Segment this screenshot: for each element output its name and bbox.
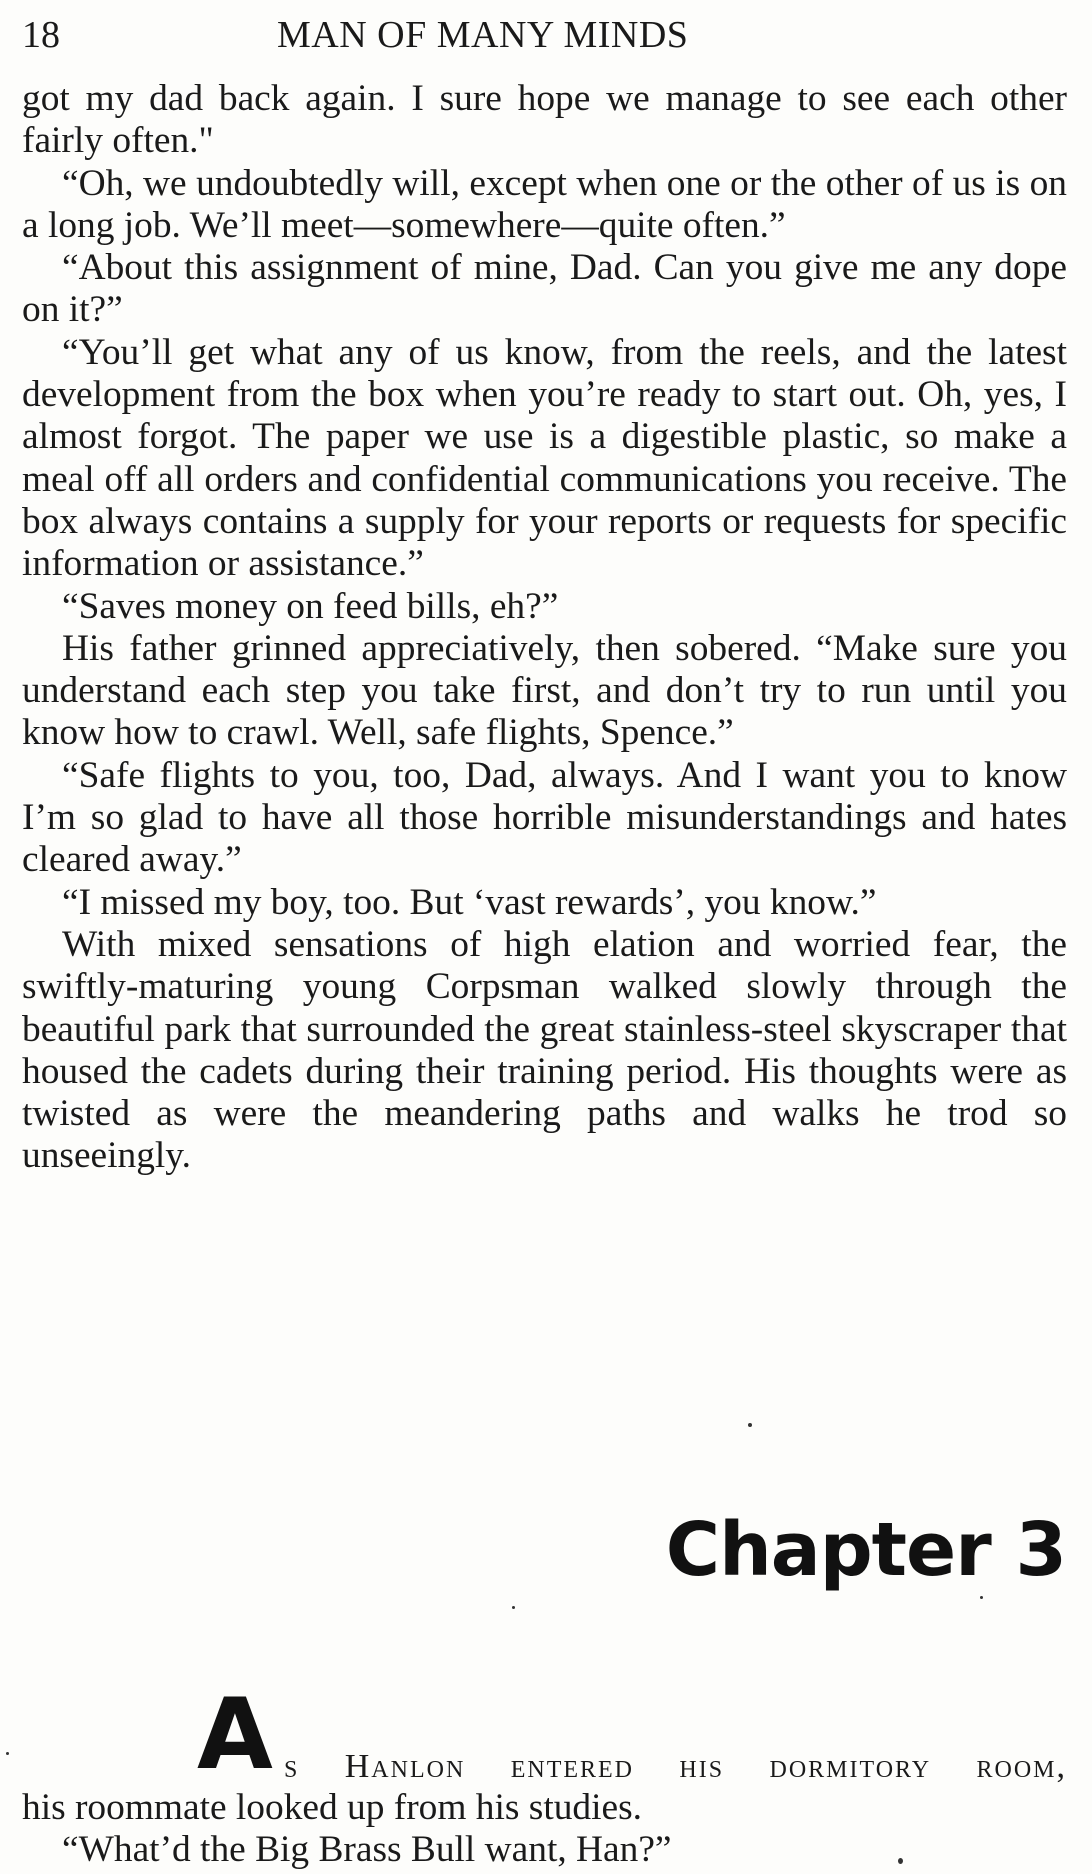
paragraph: “What’d the Big Brass Bull want, Han?”	[62, 1829, 672, 1870]
page-number: 18	[22, 14, 60, 56]
paragraph: “Oh, we undoubtedly will, except when one or the other of us is on a long job. We’ll meet—somewhere—quite often.”	[22, 162, 1067, 246]
chapter-heading: Chapter 3	[665, 1507, 1066, 1593]
paragraph: His father grinned appreciatively, then sobered. “Make sure you understand each step you take first, and don’t try to run until you know how to crawl. Well, safe flights, Spence.”	[22, 627, 1067, 754]
paragraph: “You’ll get what any of us know, from the reels, and the latest development from the box when you’re ready to start out. Oh, yes, I almost forgot. The paper we use is a digestible plastic, so make a meal off all orders and confidential communications you receive. The box always contains a supply for your reports or requests for specific information or assistance.”	[22, 331, 1067, 585]
small-caps-lead-in: s Hanlon entered his dormitory room,	[284, 1748, 1067, 1785]
body-text	[22, 78, 1067, 1178]
drop-cap: A	[197, 1678, 273, 1792]
paragraph: his roommate looked up from his studies.	[22, 1787, 642, 1828]
print-speck	[512, 1606, 515, 1609]
chapter-body	[22, 1678, 1067, 1871]
paragraph: “About this assignment of mine, Dad. Can you give me any dope on it?”	[22, 247, 1067, 331]
paragraph: “Saves money on feed bills, eh?”	[62, 585, 559, 627]
running-head	[22, 10, 1067, 60]
paragraph: With mixed sensations of high elation and worried fear, the swiftly-maturing young Corpsman walked slowly through the beautiful park that surrounded the great stainless-steel skyscraper that housed the cadets during their training period. His thoughts were as twisted as were the meandering paths and walks he trod so unseeingly.	[22, 923, 1067, 1177]
print-speck	[6, 1752, 9, 1755]
print-speck	[748, 1423, 752, 1427]
paragraph: “Safe flights to you, too, Dad, always. And I want you to know I’m so glad to have all those horrible misunderstandings and hates cleared away.”	[22, 754, 1067, 881]
paragraph: “I missed my boy, too. But ‘vast rewards’, you know.”	[62, 881, 877, 923]
paragraph-continued: got my dad back again. I sure hope we manage to see each other fairly often."	[22, 78, 1067, 162]
book-title: MAN OF MANY MINDS	[277, 14, 689, 56]
chapter-opening-line	[22, 1678, 1067, 1792]
print-speck	[898, 1858, 903, 1864]
print-speck	[980, 1596, 983, 1599]
